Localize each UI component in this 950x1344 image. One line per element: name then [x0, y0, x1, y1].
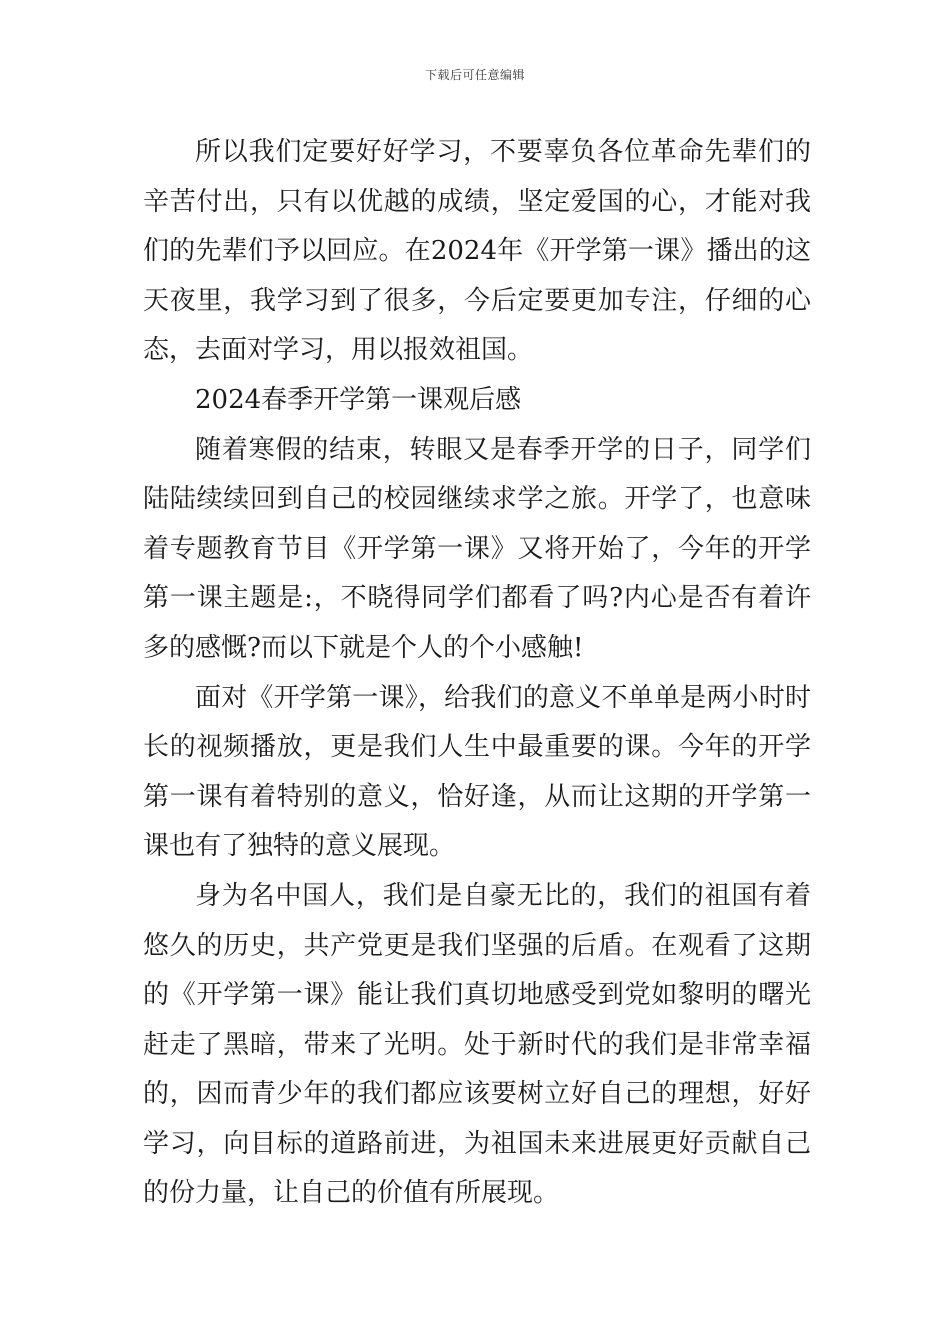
paragraph-2: 随着寒假的结束，转眼又是春季开学的日子，同学们陆陆续续回到自己的校园继续求学之旅。开学了，也意味着专题教育节目《开学第一课》又将开始了，今年的开学第一课主题是:，不晓得同学们都看了吗?内心是否有着许多的感慨?而以下就是个人的个小感触!: [143, 434, 811, 663]
section-heading: 2024春季开学第一课观后感: [195, 384, 522, 415]
paragraph-1: 所以我们定要好好学习，不要辜负各位革命先辈们的辛苦付出，只有以优越的成绩，坚定爱国的心，才能对我们的先辈们予以回应。在2024年《开学第一课》播出的这天夜里，我学习到了很多，今后定要更加专注，仔细的心态，去面对学习，用以报效祖国。: [143, 137, 811, 366]
paragraph-4: 身为名中国人，我们是自豪无比的，我们的祖国有着悠久的历史，共产党更是我们坚强的后盾。在观看了这期的《开学第一课》能让我们真切地感受到党如黎明的曙光赶走了黑暗，带来了光明。处于新时代的我们是非常幸福的，因而青少年的我们都应该要树立好自己的理想，好好学习，向目标的道路前进，为祖国未来进展更好贡献自己的份力量，让自己的价值有所展现。: [143, 880, 811, 1209]
document-body: [143, 128, 811, 1219]
paragraph-3: 面对《开学第一课》，给我们的意义不单单是两小时时长的视频播放，更是我们人生中最重要的课。今年的开学第一课有着特别的意义，恰好逢，从而让这期的开学第一课也有了独特的意义展现。: [143, 682, 811, 862]
header-note: 下载后可任意编辑: [424, 68, 525, 82]
